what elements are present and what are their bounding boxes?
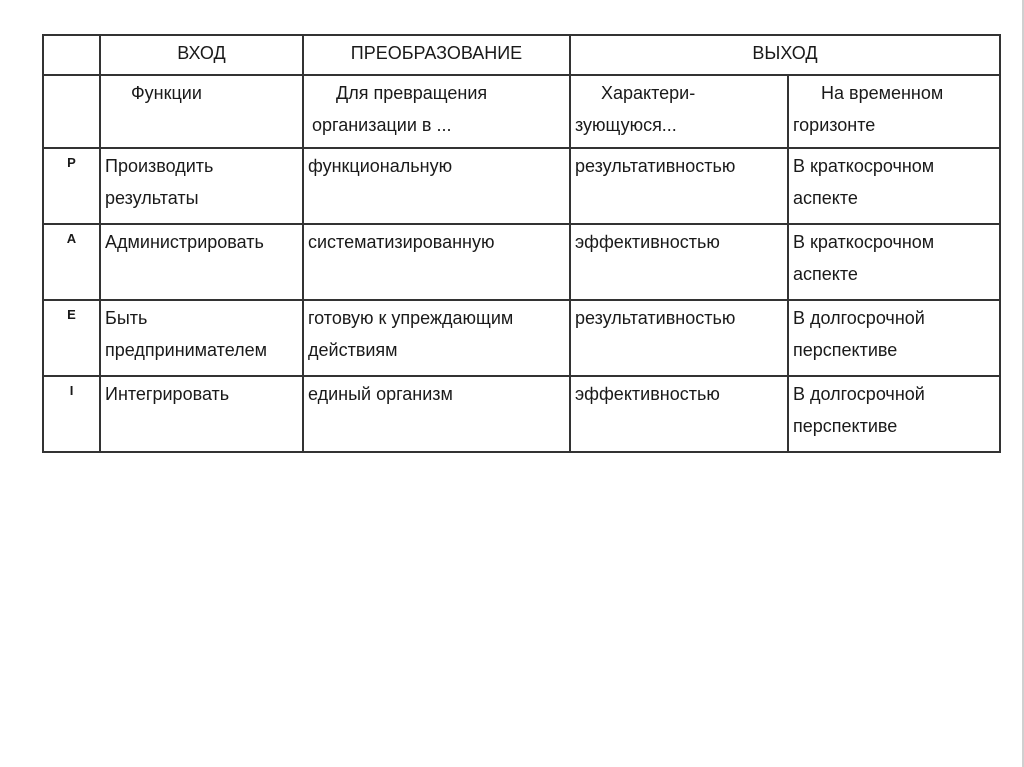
org-type-cell: систематизированную — [303, 224, 570, 300]
header-blank-cell — [43, 35, 100, 75]
org-type-cell: функциональную — [303, 148, 570, 224]
header-transform: ПРЕОБРАЗОВАНИЕ — [303, 35, 570, 75]
table-row — [43, 224, 1000, 300]
characteristic-cell: результативностью — [570, 148, 788, 224]
subheader-blank-cell — [43, 75, 100, 148]
table-row — [43, 148, 1000, 224]
function-cell: Производить результаты — [100, 148, 303, 224]
org-type-cell: готовую к упреждающим действиям — [303, 300, 570, 376]
horizon-cell: В долгосрочной перспективе — [788, 376, 1000, 452]
subheader-functions: Функции — [100, 75, 303, 148]
function-cell: Интегрировать — [100, 376, 303, 452]
header-input: ВХОД — [100, 35, 303, 75]
characteristic-cell: эффективностью — [570, 224, 788, 300]
header-row-sub — [43, 75, 1000, 148]
subheader-characterized: Характери-зующуюся... — [570, 75, 788, 148]
role-letter: E — [43, 300, 100, 376]
role-letter: I — [43, 376, 100, 452]
role-letter: P — [43, 148, 100, 224]
subheader-time-horizon: На временном горизонте — [788, 75, 1000, 148]
role-letter: A — [43, 224, 100, 300]
paei-table — [42, 34, 1001, 453]
header-output: ВЫХОД — [570, 35, 1000, 75]
header-row-top — [43, 35, 1000, 75]
characteristic-cell: результативностью — [570, 300, 788, 376]
function-cell: Администрировать — [100, 224, 303, 300]
table-row — [43, 376, 1000, 452]
characteristic-cell: эффективностью — [570, 376, 788, 452]
table-row — [43, 300, 1000, 376]
org-type-cell: единый организм — [303, 376, 570, 452]
horizon-cell: В долгосрочной перспективе — [788, 300, 1000, 376]
horizon-cell: В краткосрочном аспекте — [788, 224, 1000, 300]
horizon-cell: В краткосрочном аспекте — [788, 148, 1000, 224]
subheader-for-transform: Для превращения организации в ... — [303, 75, 570, 148]
function-cell: Быть предпринимателем — [100, 300, 303, 376]
